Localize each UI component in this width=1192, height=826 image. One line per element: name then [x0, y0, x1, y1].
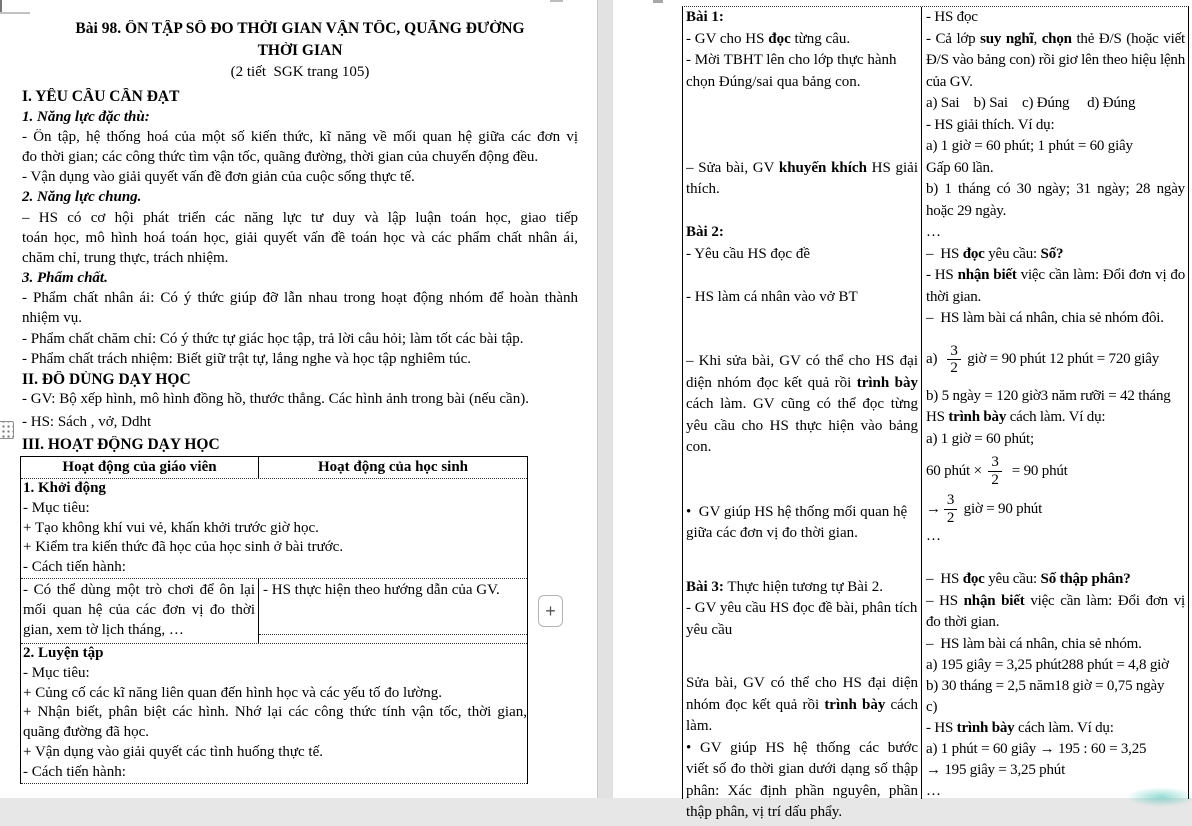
- text-line: – Khi sửa bài, GV có thể cho HS đại: [686, 353, 918, 369]
- text-line: – HS đọc yêu cầu: Số thập phân?: [926, 571, 1131, 587]
- text-line: - Vận dụng vào giải quyết vấn đề đơn giản của cuộc sống thực tế.: [22, 169, 415, 186]
- text-line: Bài 1:: [686, 9, 724, 25]
- text-line: + Củng cố các kĩ năng liên quan đến hình học và các yếu tố đo lường.: [23, 684, 442, 701]
- text-line: THỜI GIAN: [257, 42, 343, 59]
- text-line: → $\frac{3}{2}$ giờ = 90 phút: [926, 492, 1043, 526]
- text-line: cách làm. GV cũng có thể đọc từng: [686, 396, 918, 412]
- text-line: thích.: [686, 181, 720, 197]
- table-row-two-col: [21, 579, 527, 644]
- text-line: • GV giúp HS hệ thống mối quan hệ: [686, 503, 908, 520]
- cell-bottom-dotted-border: [259, 634, 527, 635]
- text-line: - GV cho HS đọc từng câu.: [686, 30, 851, 47]
- text-line: nhiệm vụ.: [22, 310, 82, 327]
- cell-gv: [21, 579, 259, 643]
- fraction: $\frac{3}{2}$: [988, 454, 1001, 488]
- text-line: …: [926, 224, 941, 240]
- text-line: - Phẩm chất nhân ái: Có ý thức giúp đỡ lẫn nhau trong hoạt động nhóm để hoàn thành: [22, 290, 578, 307]
- text-line: – HS làm bài cá nhân, chia sẻ nhóm đôi.: [926, 310, 1164, 326]
- text-line: - Phẩm chất chăm chỉ: Có ý thức tự giác học tập, trả lời câu hỏi; làm tốt các bài tập.: [22, 330, 524, 347]
- blank-line: [686, 461, 918, 483]
- text-line: toán học, mô hình hoá toán học, giải quyết vấn đề toán học và các phẩm chất nhân ái,: [22, 229, 578, 246]
- text-line: HS trình bày cách làm. Ví dụ:: [926, 409, 1106, 425]
- text-line: Gấp 60 lần.: [926, 159, 994, 176]
- text-line: chăm chỉ, trung thực, trách nhiệm.: [22, 249, 229, 266]
- text-line: 2. Luyện tập: [23, 644, 104, 661]
- text-line: - HS giải thích. Ví dụ:: [926, 116, 1055, 133]
- text-line: b) 5 ngày = 120 giờ3 năm rưỡi = 42 tháng: [926, 387, 1171, 404]
- table-section-khoi-dong: [21, 479, 527, 579]
- text-line: đo thời gian; các công thức tìm vận tốc, quãng đường, thời gian của chuyển động đều.: [22, 148, 539, 165]
- table-move-handle-icon[interactable]: [0, 421, 14, 439]
- text-line: quãng đường đã học.: [23, 724, 150, 741]
- margin-crop-mark: [653, 0, 663, 3]
- text-line: - Cách tiến hành:: [23, 763, 126, 780]
- text-line: a) 1 phút = 60 giây → 195 : 60 = 3,25: [926, 740, 1147, 757]
- blank-line: [686, 310, 918, 353]
- text-line: (2 tiết SGK trang 105): [230, 64, 370, 80]
- text-line: - HS thực hiện theo hướng dẫn của GV.: [263, 581, 500, 598]
- page-gutter: [597, 0, 613, 798]
- text-line: con.: [686, 439, 712, 455]
- blank-line: [686, 643, 918, 675]
- text-line: 1. Khởi động: [23, 480, 106, 496]
- text-line: – HS đọc yêu cầu: Số?: [926, 245, 1064, 262]
- text-line: diện nhóm đọc kết quả rồi trình bày: [686, 374, 918, 391]
- activities-table: [20, 456, 528, 784]
- text-line: Sửa bài, GV có thể cho HS đại diện: [686, 675, 918, 691]
- text-line: Bài 3: Thực hiện tương tự Bài 2.: [686, 578, 884, 595]
- text-line: - Cả lớp suy nghĩ, chọn thẻ Đ/S (hoặc viết: [926, 30, 1185, 47]
- text-line: …: [926, 782, 941, 799]
- lesson-activities-table: [682, 6, 1189, 820]
- text-line: - GV yêu cầu HS đọc đề bài, phân tích: [686, 600, 918, 616]
- plus-icon: +: [545, 600, 556, 621]
- left-page-body: [22, 20, 578, 458]
- text-line: + Nhận biết, phân biệt các hình. Nhớ lại các công thức tính vận tốc, thời gian,: [23, 704, 527, 721]
- text-line: 2. Năng lực chung.: [22, 189, 142, 206]
- fraction: $\frac{3}{2}$: [944, 492, 957, 526]
- text-line: làm.: [686, 718, 713, 734]
- text-line: - Ôn tập, hệ thống hoá của một số kiến thức, kĩ năng về mối quan hệ giữa các đơn vị: [22, 128, 578, 145]
- text-line: 60 phút × $\frac{3}{2}$ = 90 phút: [926, 454, 1068, 488]
- text-line: chọn Đúng/sai qua bảng con.: [686, 73, 861, 90]
- text-line: • GV giúp HS hệ thống các bước: [686, 739, 918, 756]
- text-line: b) 1 tháng có 30 ngày; 31 ngày; 28 ngày: [926, 181, 1185, 197]
- blank-line: [926, 550, 1185, 572]
- insert-button[interactable]: [538, 595, 563, 627]
- text-line: Đ/S vào bảng con) rồi giơ lên theo hiệu lệnh: [926, 52, 1185, 68]
- left-page: [0, 0, 597, 798]
- text-line: viết số đo thời gian dưới dạng số thập: [686, 761, 918, 777]
- margin-crop-mark: [550, 0, 563, 2]
- text-line: a) 1 giờ = 60 phút;: [926, 430, 1034, 447]
- text-line: 1. Năng lực đặc thù:: [22, 108, 150, 125]
- text-line: - HS nhận biết việc cần làm: Đổi đơn vị đo: [926, 267, 1185, 283]
- text-line: - Mục tiêu:: [23, 664, 90, 681]
- column-divider: [921, 7, 922, 799]
- text-line: - HS đọc: [926, 9, 978, 25]
- right-page: [613, 0, 1192, 820]
- blank-line: [686, 547, 918, 579]
- text-line: - Phẩm chất trách nhiệm: Biết giữ trật tự, lắng nghe và học tập nghiêm túc.: [22, 350, 472, 367]
- text-line: phân: Xác định phần nguyên, phần: [686, 782, 918, 799]
- blank-line: [686, 117, 918, 139]
- text-line: – HS làm bài cá nhân, chia sẻ nhóm.: [926, 635, 1142, 652]
- text-line: a) 195 giây = 3,25 phút288 phút = 4,8 giờ: [926, 656, 1169, 673]
- text-line: của GV.: [926, 73, 973, 90]
- table-header-gv: Hoạt động của giáo viên: [21, 457, 259, 478]
- blank-line: [686, 95, 918, 117]
- text-line: gian, xem tờ lịch tháng, …: [23, 621, 184, 638]
- text-line: + Kiểm tra kiến thức đã học của học sinh ở bài trước.: [23, 539, 344, 556]
- table-header-row: [21, 457, 527, 479]
- text-line: a) $\frac{3}{2}$ giờ = 90 phút 12 phút = 720 giây: [926, 342, 1160, 376]
- text-line: - HS: Sách , vở, Ddht: [22, 413, 152, 430]
- text-line: giữa các đơn vị đo thời gian.: [686, 525, 858, 541]
- text-line: 3. Phẩm chất.: [22, 270, 108, 287]
- text-line: II. ĐỒ DÙNG DẠY HỌC: [22, 371, 191, 389]
- text-line: nhóm đọc kết quả rồi trình bày cách: [686, 696, 918, 713]
- text-line: c): [926, 698, 938, 715]
- text-line: hoặc 29 ngày.: [926, 202, 1007, 219]
- gv-column: [686, 9, 918, 826]
- text-line: – HS có cơ hội phát triển các năng lực tư duy và lập luận toán học, giao tiếp: [22, 209, 578, 226]
- text-line: thập phân, vị trí dấu phẩy.: [686, 804, 843, 820]
- text-line: – Sửa bài, GV khuyến khích HS giải: [686, 159, 918, 176]
- text-line: - Cách tiến hành:: [23, 559, 126, 576]
- text-line: + Tạo không khí vui vẻ, khấn khởi trước giờ học.: [23, 519, 319, 536]
- text-line: III. HOẠT ĐỘNG DẠY HỌC: [22, 435, 220, 453]
- text-line: - HS làm cá nhân vào vở BT: [686, 288, 858, 305]
- hs-column: [926, 9, 1185, 804]
- text-line: - Yêu cầu HS đọc đề: [686, 245, 810, 262]
- text-line: đo thời gian.: [926, 614, 1000, 630]
- text-line: – HS nhận biết việc cần làm: Đổi đơn vị: [926, 592, 1185, 609]
- text-line: mối quan hệ của các đơn vị đo thời: [23, 601, 255, 618]
- blank-line: [686, 203, 918, 225]
- text-line: - HS trình bày cách làm. Ví dụ:: [926, 719, 1114, 736]
- text-line: - Có thể dùng một trò chơi để ôn lại: [23, 581, 255, 598]
- text-line: - GV: Bộ xếp hình, mô hình đồng hồ, thước thẳng. Các hình ảnh trong bài (nếu cần).: [22, 391, 529, 408]
- text-line: → 195 giây = 3,25 phút: [926, 761, 1066, 778]
- text-line: Bài 98. ÔN TẬP SỐ ĐO THỜI GIAN VẬN TỐC, QUÃNG ĐƯỜNG: [75, 20, 525, 37]
- blank-line: [686, 482, 918, 504]
- text-line: b) 30 tháng = 2,5 năm18 giờ = 0,75 ngày: [926, 677, 1165, 694]
- text-line: - Mời TBHT lên cho lớp thực hành: [686, 52, 897, 68]
- fraction: $\frac{3}{2}$: [947, 343, 960, 377]
- text-line: I. YÊU CẦU CẦN ĐẠT: [22, 88, 180, 106]
- text-line: …: [926, 528, 941, 544]
- table-header-hs: Hoạt động của học sinh: [317, 459, 469, 475]
- blank-line: [686, 267, 918, 289]
- table-section-luyen-tap: [21, 644, 527, 784]
- text-line: - Mục tiêu:: [23, 499, 90, 516]
- floating-widget-glow: [1126, 787, 1192, 807]
- text-line: Bài 2:: [686, 224, 724, 240]
- margin-crop-mark: [0, 12, 30, 14]
- text-line: yêu cầu cho HS thực hiện vào bảng: [686, 417, 918, 434]
- text-line: thời gian.: [926, 288, 982, 305]
- text-line: yêu cầu: [686, 621, 733, 638]
- text-line: a) Sai b) Sai c) Đúng d) Đúng: [926, 95, 1136, 111]
- text-line: + Vận dụng vào giải quyết các tình huống thực tế.: [23, 743, 323, 760]
- blank-line: [686, 138, 918, 160]
- text-line: a) 1 giờ = 60 phút; 1 phút = 60 giây: [926, 138, 1133, 154]
